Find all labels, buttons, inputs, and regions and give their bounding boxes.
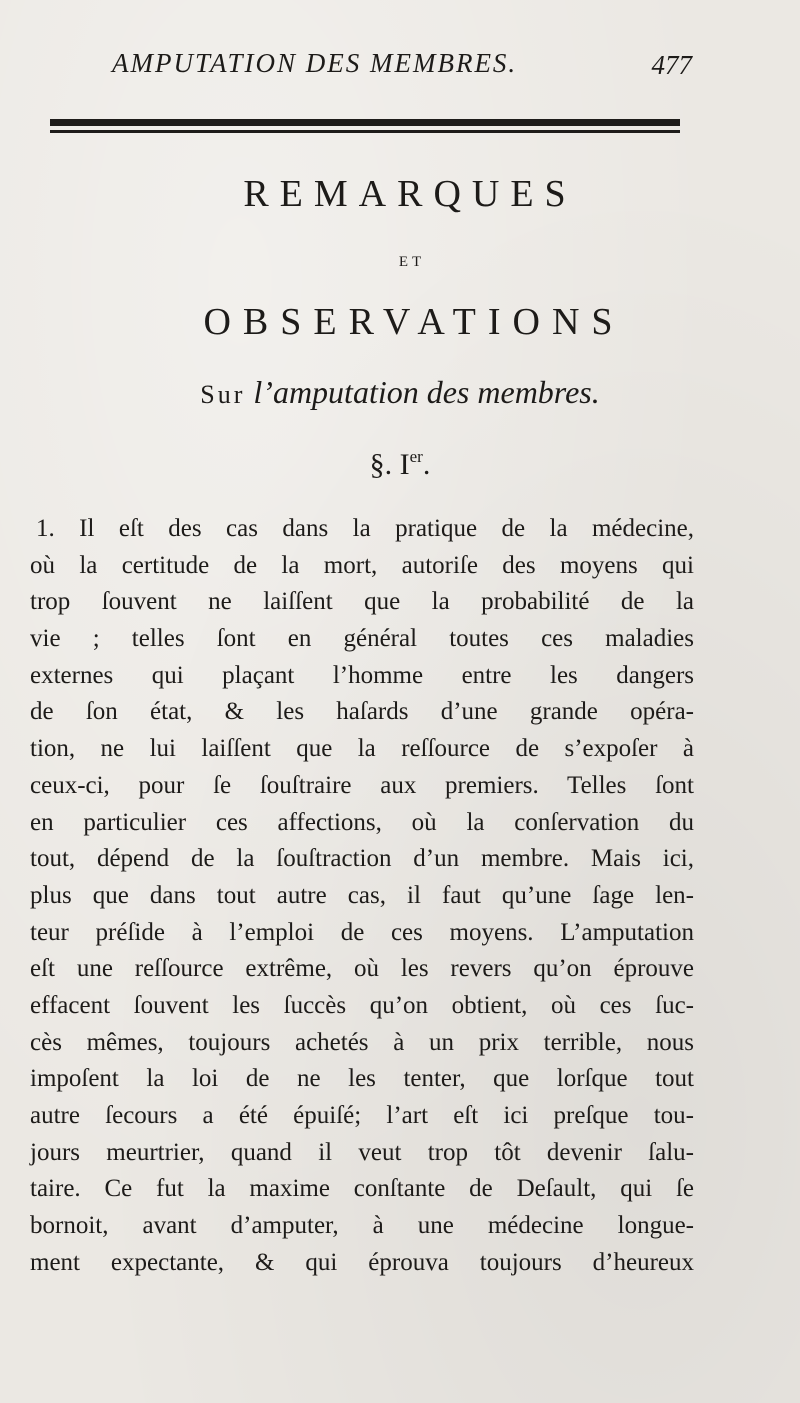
- subtitle-lead: Sur: [200, 380, 246, 409]
- header-rule-thick: [50, 119, 680, 126]
- heading-remarques: REMARQUES: [243, 173, 577, 215]
- section-heading: [0, 447, 800, 482]
- body-line: 1. Il eſt des cas dans la pratique de la médecine,: [36, 515, 694, 542]
- body-line: autre ſecours a été épuiſé; l’art eſt ici preſque tou-: [30, 1102, 694, 1129]
- body-line: jours meurtrier, quand il veut trop tôt devenir ſalu-: [30, 1138, 694, 1166]
- section-suffix: .: [422, 448, 431, 481]
- running-head-title: AMPUTATION DES MEMBRES.: [112, 48, 518, 78]
- body-line: effacent ſouvent les ſuccès qu’on obtient, où ces ſuc-: [30, 991, 694, 1019]
- page-number: 477: [651, 50, 692, 80]
- subtitle: [0, 374, 800, 411]
- body-line: externes qui plaçant l’homme entre les dangers: [30, 661, 694, 689]
- body-line: tion, ne lui laiſſent que la reſſource de s’expoſer à: [30, 735, 694, 763]
- body-line: où la certitude de la mort, autoriſe des moyens qui: [30, 551, 694, 579]
- subtitle-rest: l’amputation des membres.: [253, 374, 600, 410]
- body-line: impoſent la loi de ne les tenter, que lorſque tout: [30, 1065, 694, 1093]
- body-line: vie ; telles ſont en général toutes ces maladies: [30, 625, 694, 653]
- body-line: teur préſide à l’emploi de ces moyens. L’amputation: [30, 918, 694, 946]
- body-line: en particulier ces affections, où la conſervation du: [30, 808, 694, 836]
- section-sup: er: [409, 447, 423, 466]
- heading-observations: OBSERVATIONS: [203, 301, 625, 343]
- running-head: [112, 44, 692, 84]
- body-line: trop ſouvent ne laiſſent que la probabilité de la: [30, 588, 694, 616]
- body-line: plus que dans tout autre cas, il faut qu’une ſage len-: [30, 881, 694, 909]
- body-line: eſt une reſſource extrême, où les revers qu’on éprouve: [30, 955, 694, 983]
- body-paragraph: [30, 511, 694, 1281]
- section-prefix: §. I: [369, 448, 410, 481]
- body-line: cès mêmes, toujours achetés à un prix terrible, nous: [30, 1028, 694, 1056]
- body-line: ment expectante, & qui éprouva toujours d’heureux: [30, 1248, 694, 1276]
- body-line: taire. Ce fut la maxime conſtante de Deſault, qui ſe: [30, 1175, 694, 1203]
- body-line: bornoit, avant d’amputer, à une médecine longue-: [30, 1212, 694, 1240]
- body-line: tout, dépend de la ſouſtraction d’un membre. Mais ici,: [30, 845, 694, 873]
- body-line: ceux-ci, pour ſe ſouſtraire aux premiers. Telles ſont: [30, 771, 694, 799]
- body-line: de ſon état, & les haſards d’une grande opéra-: [30, 698, 694, 726]
- heading-et: ET: [398, 254, 426, 270]
- header-rule-thin: [50, 130, 680, 133]
